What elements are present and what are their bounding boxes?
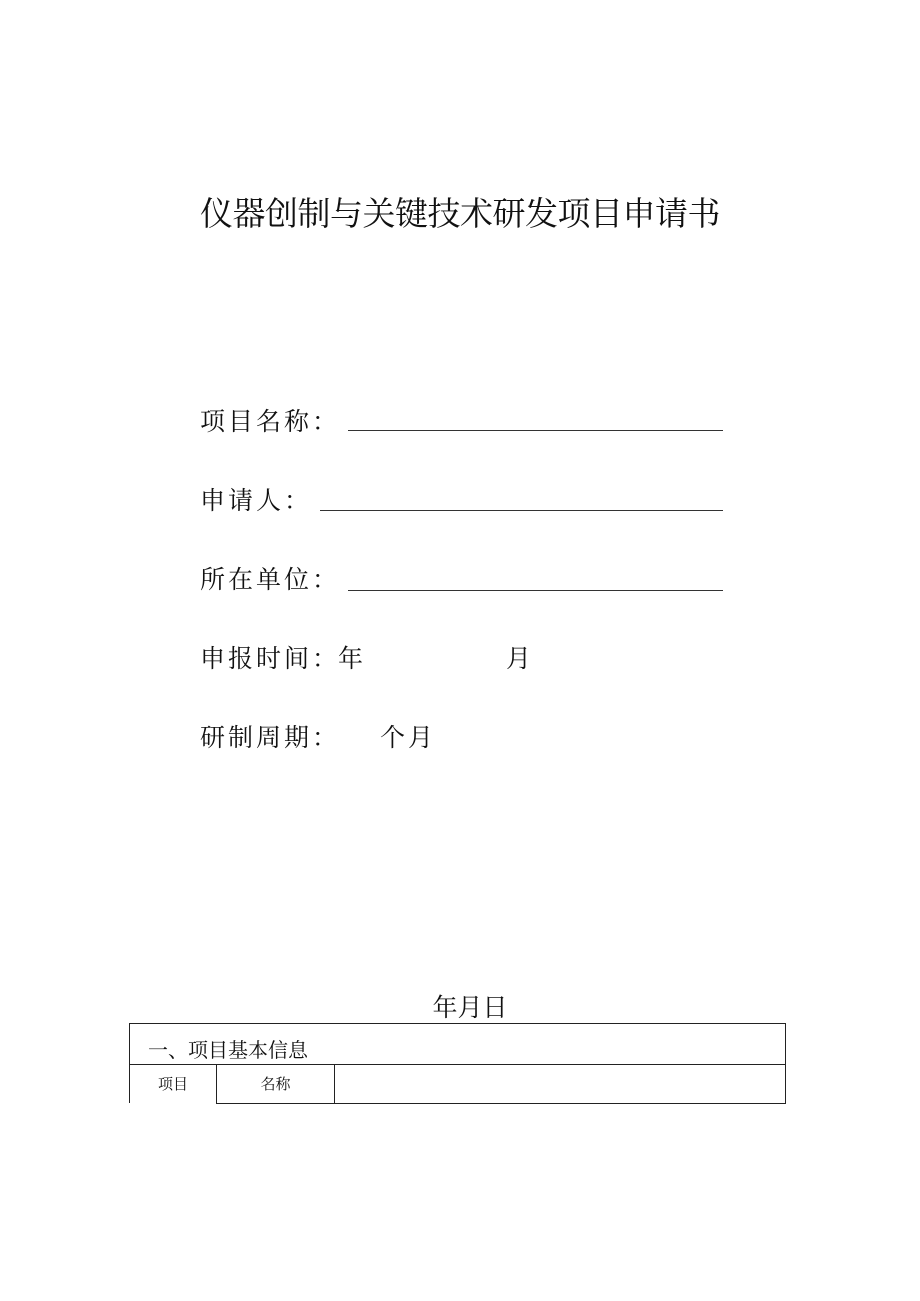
footer-date: 年月日 xyxy=(432,993,508,1022)
table-cell-project: 项目 xyxy=(130,1065,217,1104)
project-name-label: 项目名称： xyxy=(200,407,341,436)
submit-time-year: 年 xyxy=(338,644,367,673)
project-name-input-line[interactable] xyxy=(348,430,723,431)
organization-input-line[interactable] xyxy=(348,590,723,591)
table-section-title: 一、项目基本信息 xyxy=(148,1038,308,1062)
table-cell-name: 名称 xyxy=(217,1065,335,1104)
period-unit: 个月 xyxy=(380,723,437,752)
submit-time-label: 申报时间： xyxy=(200,644,341,673)
applicant-label: 申请人： xyxy=(200,486,313,515)
applicant-input-line[interactable] xyxy=(320,510,723,511)
organization-label: 所在单位： xyxy=(200,565,341,594)
table-row xyxy=(130,1065,785,1104)
document-title: 仪器创制与关键技术研发项目申请书 xyxy=(200,194,720,233)
project-info-table xyxy=(129,1023,786,1103)
table-cell-name-value[interactable] xyxy=(335,1065,786,1104)
submit-time-month: 月 xyxy=(506,644,535,673)
period-label: 研制周期： xyxy=(200,723,341,752)
